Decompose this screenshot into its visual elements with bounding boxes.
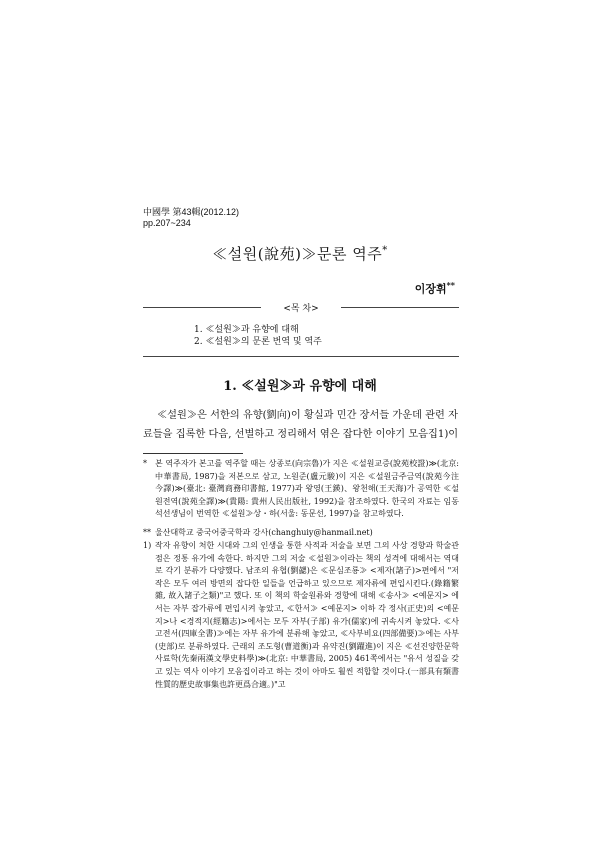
section-heading: 1. ≪설원≫과 유향에 대해 (223, 379, 377, 394)
footnote-separator (143, 453, 243, 454)
journal-volume: 中國學 第43輯(2012.12) (143, 207, 240, 217)
toc-bottom-rule (143, 356, 459, 357)
footnote-text: 본 역주자가 본고를 역주할 때는 상종로(向宗魯)가 지은 ≪설원교증(說苑校證)≫(北京: 中華書局, 1987)을 저본으로 삼고, 노원준(盧元駿)이 지은 ≪설원금주금역(說苑今注今譯)≫(臺北: 臺灣商務印書館, 1977)과 왕영(王鍈)、왕천해(王天海)가 공역한 ≪설원전역(說苑全譯)≫(貴陽: 貴州人民出版社, 1992)을 참조하였다. 한국의 자료는 임동석선생님이 번역한 ≪설원≫상・하(서울: 동문선, 1997)을 참고하였다. (155, 459, 459, 519)
footnote (143, 540, 459, 691)
author-footnote-mark: ** (446, 280, 455, 290)
toc-item: 1. ≪설원≫과 유향에 대해 (194, 325, 299, 335)
footnote-mark: ** (143, 528, 151, 537)
author-name: 이장휘 (414, 282, 447, 296)
footnote-mark: * (143, 459, 147, 468)
toc-rule-right (341, 307, 459, 308)
paper-title (0, 243, 600, 264)
journal-pages: pp.207~234 (143, 218, 191, 228)
toc-item: 2. ≪설원≫의 문론 번역 및 역주 (194, 337, 322, 347)
title-footnote-mark: * (382, 245, 388, 256)
footnote-text: 작자 유향이 처한 시대와 그의 인생을 통한 사적과 저술을 보면 그의 사상 경향과 학술관점은 정통 유가에 속한다. 하지만 그의 저술 ≪설원≫이라는 책의 성격에 대해서는 역대로 각기 분류가 다양했다. 남조의 유협(劉勰)은 ≪문심조룡≫ <제자(諸子)>편에서 "저작은 모두 여러 방면의 잡다한 일들을 언급하고 있으므로 제자류에 편입시킨다.(錄籍繁雜, 故入諸子之類)"고 했다. 또 이 책의 학술원류와 경향에 대해 ≪송사≫ <예문지> 에서는 자부 잡가류에 편입시켜 놓았고, ≪한서≫ <예문지> 이하 각 정사(正史)의 <예문지>나 <경적지(經籍志)>에서는 모두 자부(子部) 유가(儒家)에 귀속시켜 놓았다. ≪사고전서(四庫全書)≫에는 자부 유가에 분류해 놓았고, ≪사부비요(四部備要)≫에는 사부(史部)로 분류하였다. 근래의 조도형(曹道衡)과 유약진(劉躍進)이 지은 ≪선진양한문학사료학(先秦兩漢文學史料學)≫(北京: 中華書局, 2005) 461쪽에서는 "유서 성질을 갖고 있는 역사 이야기 모음집이라고 하는 것이 아마도 훨씬 적합할 것이다.(一部具有類書性質的歷史故事集也許更爲合適。)"고 (155, 541, 459, 689)
body-paragraph: ≪설원≫은 서한의 유향(劉向)이 황실과 민간 장서들 가운데 관련 자료들을 집록한 다음, 선별하고 정리해서 엮은 잡다한 이야기 모음집1)이 (143, 410, 459, 440)
toc-heading: <목 차> (283, 304, 319, 314)
journal-info (143, 207, 239, 229)
paper-title-text: ≪설원(說苑)≫문론 역주 (212, 245, 383, 263)
footnote (143, 458, 459, 521)
footnote (143, 527, 459, 540)
footnote-text: 울산대학교 중국어중국학과 강사(changhuiy@hanmail.net) (155, 528, 373, 537)
toc-list (194, 324, 322, 348)
author (415, 280, 455, 297)
footnote-mark: 1) (143, 541, 152, 550)
